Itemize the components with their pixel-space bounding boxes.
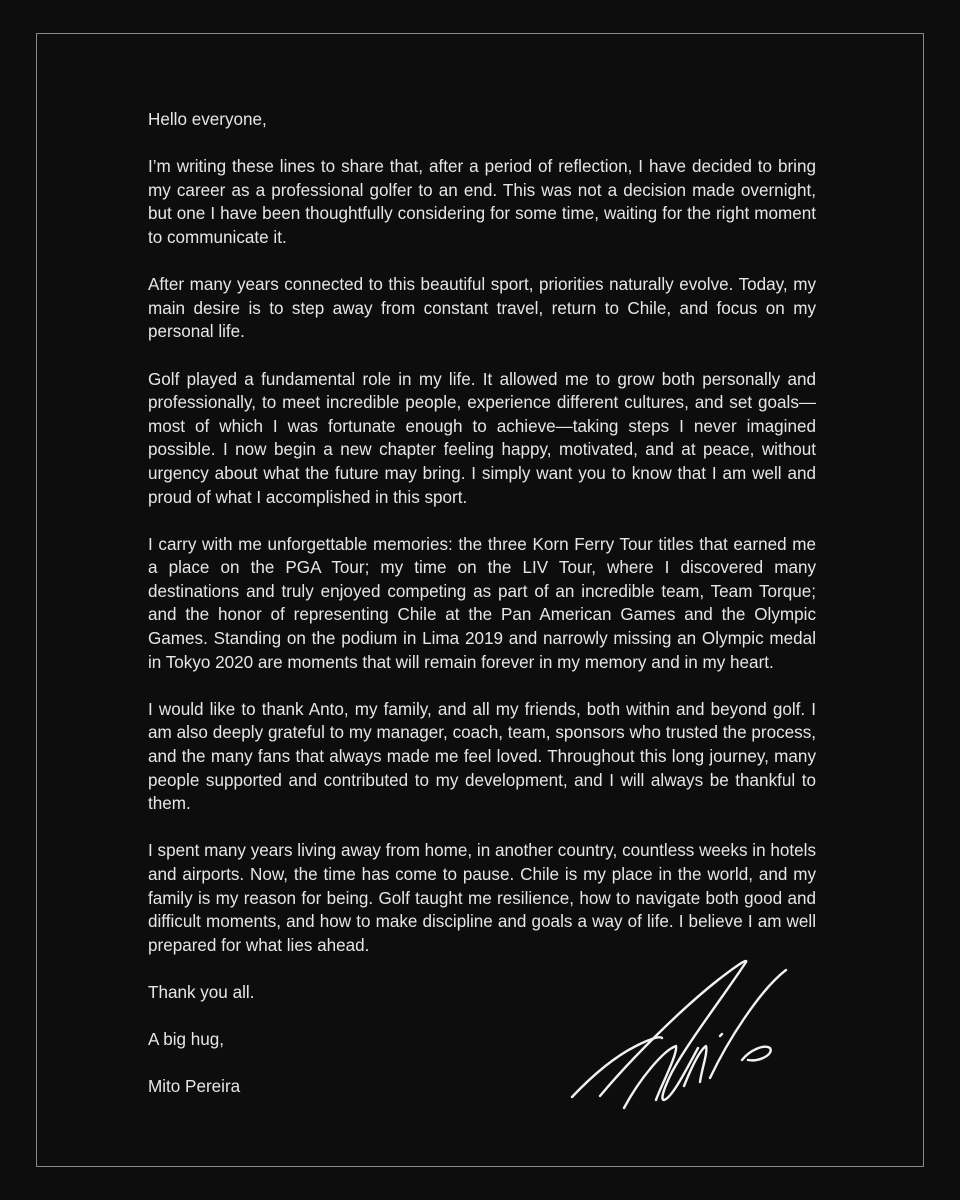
letter-author-name: Mito Pereira [148, 1077, 241, 1097]
letter-paragraph-1: I’m writing these lines to share that, after a period of reflection, I have decided to bring my career as a professional golfer to an end. This was not a decision made overnight, but one I have been thoughtfully considering for some time, waiting for the right moment to communicate it. [148, 157, 816, 247]
letter-paragraph-5: I would like to thank Anto, my family, and all my friends, both within and beyond golf. I am also deeply grateful to my manager, coach, team, sponsors who trusted the process, and the many fans that always made me feel loved. Throughout this long journey, many people supported and contributed to my development, and I will always be thankful to them. [148, 699, 816, 814]
letter-greeting: Hello everyone, [148, 110, 267, 129]
letter-paragraph-6: I spent many years living away from home, in another country, countless weeks in hotels and airports. Now, the time has come to pause. Chile is my place in the world, and my family is my reason for being. Golf taught me resilience, how to navigate both good and difficult moments, and how to make discipline and goals a way of life. I believe I am well prepared for what lies ahead. [148, 841, 816, 955]
letter-paragraph-3: Golf played a fundamental role in my life. It allowed me to grow both personally and professionally, to meet incredible people, experience different cultures, and set goals—most of which I was fortunate enough to achieve—taking steps I never imagined possible. I now begin a new chapter feeling happy, motivated, and at peace, without urgency about what the future may bring. I simply want you to know that I am well and proud of what I accomplished in this sport. [148, 369, 816, 507]
letter-paragraph-4: I carry with me unforgettable memories: the three Korn Ferry Tour titles that earned me a place on the PGA Tour; my time on the LIV Tour, where I discovered many destinations and truly enjoyed competing as part of an incredible team, Team Torque; and the honor of representing Chile at the Pan American Games and the Olympic Games. Standing on the podium in Lima 2019 and narrowly missing an Olympic medal in Tokyo 2020 are moments that will remain forever in my memory and in my heart. [148, 534, 816, 672]
letter-thanks: Thank you all. [148, 982, 255, 1002]
letter-sign-off: A big hug, [148, 1030, 225, 1050]
handwritten-signature [560, 950, 790, 1120]
letter-paragraph-2: After many years connected to this beautiful sport, priorities naturally evolve. Today, my main desire is to step away from constant travel, return to Chile, and focus on my personal life. [148, 275, 816, 342]
